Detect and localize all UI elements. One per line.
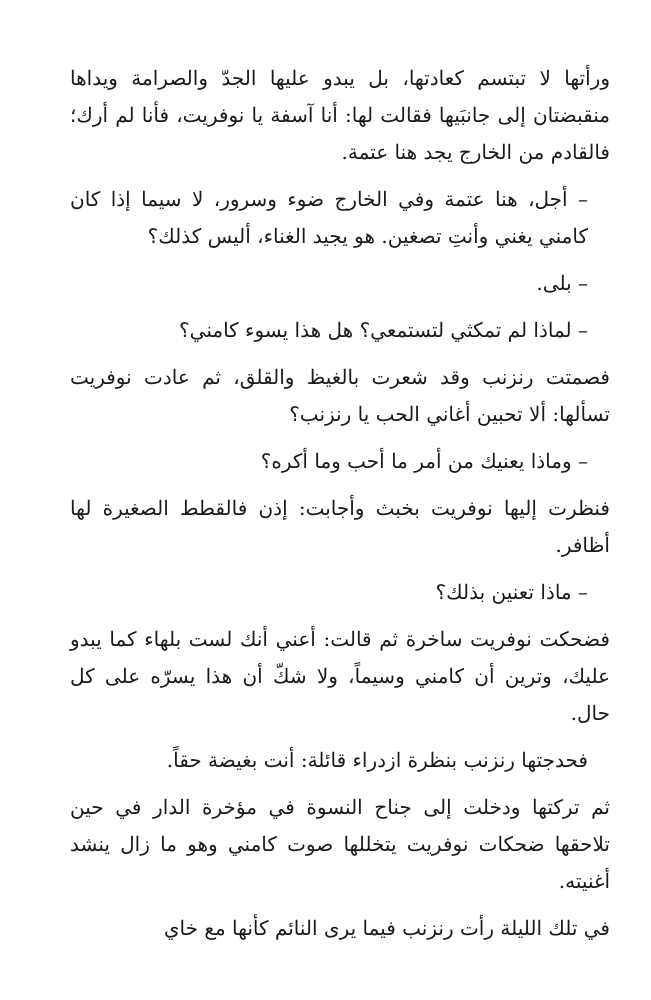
paragraph-narration-6: ثم تركتها ودخلت إلى جناح النسوة في مؤخرة الدار في حين تلاحقها ضحكات نوفريت يتخللها صوت كامني وهو ما زال ينشد أغنيته.	[70, 795, 610, 893]
paragraph-narration-3: فنظرت إليها نوفريت بخبث وأجابت: إذن فالقطط الصغيرة لها أظافر.	[70, 496, 610, 557]
paragraph-narration-2: فصمتت رنزنب وقد شعرت بالغيظ والقلق، ثم عادت نوفريت تسألها: ألا تحبين أغاني الحب يا رنزنب؟	[70, 365, 610, 426]
paragraph-narration-5: فحدجتها رنزنب بنظرة ازدراء قائلة: أنت بغيضة حقاً.	[166, 748, 588, 772]
book-page	[70, 60, 610, 947]
paragraph-narration-7: في تلك الليلة رأت رنزنب فيما يرى النائم كأنها مع خاي	[163, 916, 610, 940]
paragraph-narration-4: فضحكت نوفريت ساخرة ثم قالت: أعني أنك لست بلهاء كما يبدو عليك، وترين أن كامني وسيماً، ولا شكّ أن هذا يسرّه على كل حال.	[70, 627, 610, 725]
paragraph-dialogue-2: – بلى.	[536, 271, 588, 295]
paragraph-dialogue-4: – وماذا يعنيك من أمر ما أحب وما أكره؟	[260, 449, 588, 473]
paragraph-dialogue-1: – أجل، هنا عتمة وفي الخارج ضوء وسرور، لا سيما إذا كان كامني يغني وأنتِ تصغين. هو يجيد الغناء، أليس كذلك؟	[70, 187, 588, 248]
paragraph-dialogue-3: – لماذا لم تمكثي لتستمعي؟ هل هذا يسوء كامني؟	[179, 318, 588, 342]
paragraph-dialogue-5: – ماذا تعنين بذلك؟	[435, 580, 588, 604]
paragraph-narration-1: ورأتها لا تبتسم كعادتها، بل يبدو عليها الجدّ والصرامة ويداها منقبضتان إلى جانبَيها فقالت لها: أنا آسفة يا نوفريت، فأنا لم أرك؛ فالقادم من الخارج يجد هنا عتمة.	[70, 66, 610, 164]
